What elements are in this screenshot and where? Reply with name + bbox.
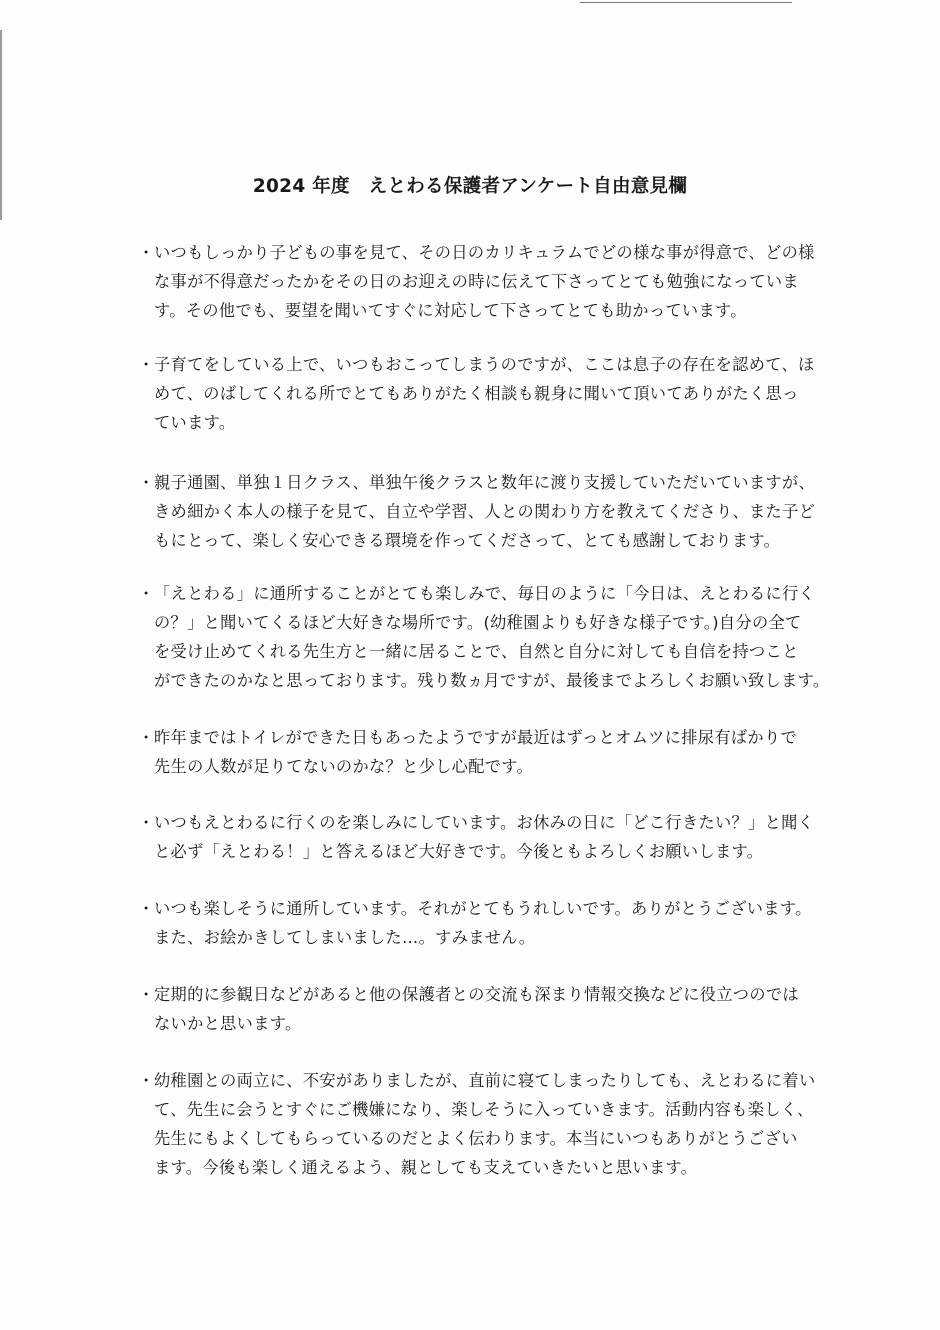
bullet-marker: ・ xyxy=(138,899,155,918)
comment-item xyxy=(138,238,844,325)
comment-line: 「えとわる」に通所することがとても楽しみで、毎日のように「今日は、えとわるに行く xyxy=(154,584,816,603)
comment-line: ています。 xyxy=(154,413,236,432)
comment-line: 子育てをしている上で、いつもおこってしまうのですが、ここは息子の存在を認めて、ほ xyxy=(154,355,815,374)
comment-line: の？」と聞いてくるほど大好きな場所です。(幼稚園よりも好きな様子です。)自分の全て xyxy=(154,613,802,632)
comment-line: ができたのかなと思っております。残り数ヵ月ですが、最後までよろしくお願い致します。 xyxy=(154,671,830,690)
comment-line: めて、のばしてくれる所でとてもありがたく相談も親身に聞いて頂いてありがたく思っ xyxy=(154,384,799,403)
comment-line: ないかと思います。 xyxy=(154,1014,302,1033)
comment-line: ます。今後も楽しく通えるよう、親としても支えていきたいと思います。 xyxy=(154,1158,698,1177)
comment-line: な事が不得意だったかをその日のお迎えの時に伝えて下さってとても勉強になっていま xyxy=(154,272,799,291)
comment-item xyxy=(138,723,844,781)
bullet-marker: ・ xyxy=(138,1071,155,1090)
comment-line: 先生の人数が足りてないのかな？と少し心配です。 xyxy=(154,757,534,776)
bullet-marker: ・ xyxy=(138,243,155,262)
comment-item xyxy=(138,894,844,952)
comment-line: 幼稚園との両立に、不安がありましたが、直前に寝てしまったりしても、えとわるに着い xyxy=(154,1071,816,1090)
comment-item xyxy=(138,579,844,695)
bullet-marker: ・ xyxy=(138,985,155,1004)
comment-item xyxy=(138,350,844,437)
comment-line: いつもえとわるに行くのを楽しみにしています。お休みの日に「どこ行きたい？」と聞く xyxy=(154,813,815,832)
top-rule xyxy=(580,2,792,3)
comment-line: 定期的に参観日などがあると他の保護者との交流も深まり情報交換などに役立つのでは xyxy=(154,985,799,1004)
bullet-marker: ・ xyxy=(138,584,155,603)
comment-item xyxy=(138,468,844,555)
comment-line: いつも楽しそうに通所しています。それがとてもうれしいです。ありがとうございます。 xyxy=(154,899,812,918)
bullet-marker: ・ xyxy=(138,813,155,832)
comment-line: 親子通園、単独１日クラス、単独午後クラスと数年に渡り支援していただいていますが、 xyxy=(154,473,816,492)
comment-line: 昨年まではトイレができた日もあったようですが最近はずっとオムツに排尿有ばかりで xyxy=(154,728,798,747)
comment-line: もにとって、楽しく安心できる環境を作ってくださって、とても感謝しております。 xyxy=(154,531,781,550)
comment-line: また、お絵かきしてしまいました…。すみません。 xyxy=(154,928,536,947)
comment-line: て、先生に会うとすぐにご機嫌になり、楽しそうに入っていきます。活動内容も楽しく、 xyxy=(154,1100,814,1119)
comment-item xyxy=(138,980,844,1038)
comment-line: いつもしっかり子どもの事を見て、その日のカリキュラムでどの様な事が得意で、どの様 xyxy=(154,243,815,262)
comment-line: を受け止めてくれる先生方と一緒に居ることで、自然と自分に対しても自信を持つこと xyxy=(154,642,799,661)
bullet-marker: ・ xyxy=(138,473,155,492)
bullet-marker: ・ xyxy=(138,355,155,374)
comment-item xyxy=(138,1066,844,1182)
comment-line: 先生にもよくしてもらっているのだとよく伝わります。本当にいつもありがとうござい xyxy=(154,1129,798,1148)
bullet-marker: ・ xyxy=(138,728,155,747)
comment-line: きめ細かく本人の様子を見て、自立や学習、人との関わり方を教えてくださり、また子ど xyxy=(154,502,816,521)
comment-line: と必ず「えとわる！」と答えるほど大好きです。今後ともよろしくお願いします。 xyxy=(154,842,764,861)
page-title: 2024 年度 えとわる保護者アンケート自由意見欄 xyxy=(252,176,688,197)
comment-line: す。その他でも、要望を聞いてすぐに対応して下さってとても助かっています。 xyxy=(154,301,747,320)
comment-item xyxy=(138,808,844,866)
